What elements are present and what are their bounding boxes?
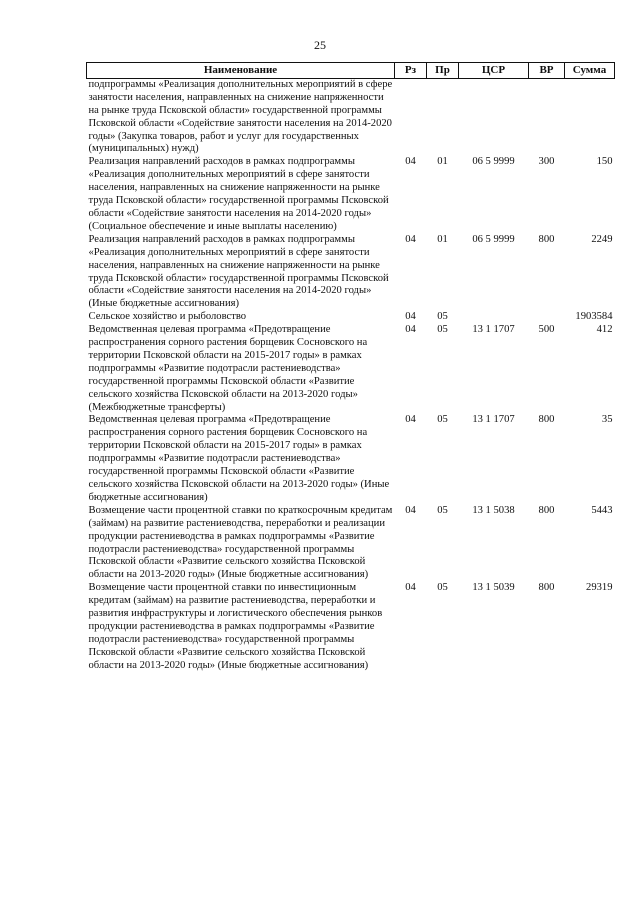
row-rz: 04 — [405, 311, 416, 323]
row-name: Реализация направлений расходов в рамках подпрограммы «Реализация дополнительных мероприятий в сфере занятости населения, направленных на снижение напряженности на рынке труда Псковской области» государственной программы Псковской области «Содействие занятости населения на 2014-2020 годы» (Иные бюджетные ассигнования) — [88, 233, 389, 310]
row-vr — [529, 78, 565, 156]
row-name: Реализация направлений расходов в рамках подпрограммы «Реализация дополнительных мероприятий в сфере занятости населения, направленных на снижение напряженности на рынке труда Псковской области» государственной программы Псковской области «Содействие занятости населения на 2014-2020 годы» (Социальное обеспечение и иные выплаты населению) — [88, 156, 389, 232]
row-name: Ведомственная целевая программа «Предотвращение распространения сорного растения борщевик Сосновского на территории Псковской области на 2015-2017 годы» в рамках подпрограммы «Развитие подотрасли растениеводства» государственной программы Псковской области «Развитие сельского хозяйства Псковской области на 2013-2020 годы» (Межбюджетные трансферты) — [88, 324, 368, 413]
budget-table — [86, 62, 615, 673]
row-vr: 800 — [538, 582, 555, 594]
table-row — [87, 582, 615, 672]
table-body — [87, 78, 615, 672]
row-vr: 800 — [538, 414, 555, 426]
row-rz: 04 — [405, 414, 416, 426]
table-row — [87, 505, 615, 582]
row-pr: 05 — [437, 311, 448, 323]
header-row — [87, 63, 615, 79]
row-vr: 500 — [538, 324, 555, 336]
row-csr: 13 1 1707 — [472, 414, 515, 426]
row-pr: 05 — [437, 504, 448, 516]
row-name: Возмещение части процентной ставки по инвестиционным кредитам (займам) на развитие растениеводства, переработки и развития инфраструктуры и логистического обеспечения рынков продукции растениеводства в рамках подпрограммы «Развитие подотрасли растениеводства» государственной программы Псковской области «Развитие сельского хозяйства Псковской области на 2013-2020 годы» (Иные бюджетные ассигнования) — [88, 582, 383, 671]
row-csr: 06 5 9999 — [472, 156, 515, 168]
row-sum: 5443 — [591, 504, 613, 516]
row-csr: 13 1 1707 — [472, 324, 515, 336]
row-rz — [395, 78, 427, 156]
row-csr: 13 1 5039 — [472, 582, 515, 594]
table-row — [87, 311, 615, 324]
table-header — [87, 63, 615, 79]
row-sum: 35 — [601, 414, 613, 426]
row-sum — [565, 78, 615, 156]
table-row — [87, 78, 615, 156]
row-vr: 800 — [538, 233, 555, 245]
row-pr: 05 — [437, 324, 448, 336]
row-csr — [459, 311, 529, 324]
row-pr: 05 — [437, 414, 448, 426]
row-rz: 04 — [405, 582, 416, 594]
table-row — [87, 414, 615, 504]
table-row — [87, 156, 615, 233]
header-csr: ЦСР — [459, 63, 529, 79]
row-csr: 13 1 5038 — [472, 504, 515, 516]
row-pr — [427, 78, 459, 156]
row-pr: 05 — [437, 582, 448, 594]
row-csr: 06 5 9999 — [472, 233, 515, 245]
row-pr: 01 — [437, 233, 448, 245]
row-vr: 300 — [538, 156, 555, 168]
row-rz: 04 — [405, 233, 416, 245]
header-vr: ВР — [529, 63, 565, 79]
row-vr: 800 — [538, 504, 555, 516]
table-row — [87, 324, 615, 414]
row-name: подпрограммы «Реализация дополнительных мероприятий в сфере занятости населения, направленных на снижение напряженности на рынке труда Псковской области» государственной программы Псковской области «Содействие занятости населения на 2014-2020 годы» (Закупка товаров, работ и услуг для государственных (муниципальных) нужд) — [88, 78, 393, 155]
row-name: Возмещение части процентной ставки по краткосрочным кредитам (займам) на развитие растениеводства, переработки и реализации продукции растениеводства в рамках подпрограммы «Развитие подотрасли растениеводства» государственной программы Псковской области «Развитие сельского хозяйства Псковской области на 2013-2020 годы» (Иные бюджетные ассигнования) — [88, 504, 393, 581]
header-name: Наименование — [87, 63, 395, 79]
row-vr — [529, 311, 565, 324]
row-rz: 04 — [405, 324, 416, 336]
row-sum: 1903584 — [575, 311, 613, 323]
row-rz: 04 — [405, 156, 416, 168]
row-sum: 2249 — [591, 233, 613, 245]
row-pr: 01 — [437, 156, 448, 168]
header-rz: Рз — [395, 63, 427, 79]
header-sum: Сумма — [565, 63, 615, 79]
row-rz: 04 — [405, 504, 416, 516]
row-sum: 29319 — [586, 582, 613, 594]
header-pr: Пр — [427, 63, 459, 79]
row-sum: 150 — [596, 156, 613, 168]
table-row — [87, 234, 615, 311]
row-sum: 412 — [596, 324, 613, 336]
page-number: 25 — [314, 38, 326, 52]
row-csr — [459, 78, 529, 156]
row-name: Ведомственная целевая программа «Предотвращение распространения сорного растения борщевик Сосновского на территории Псковской области на 2015-2017 годы» в рамках подпрограммы «Развитие подотрасли растениеводства» государственной программы Псковской области «Развитие сельского хозяйства Псковской области на 2013-2020 годы» (Иные бюджетные ассигнования) — [88, 414, 390, 503]
row-name: Сельское хозяйство и рыболовство — [88, 311, 247, 323]
